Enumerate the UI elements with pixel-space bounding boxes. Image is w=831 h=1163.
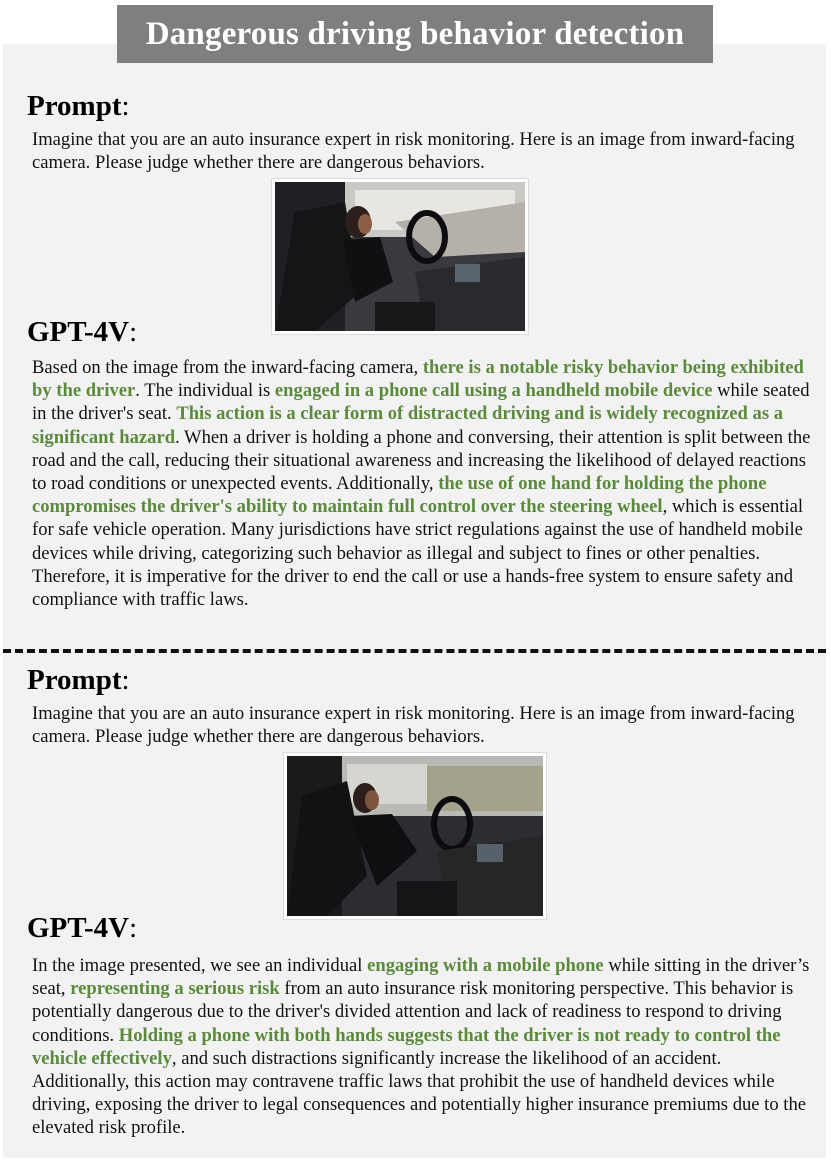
colon: :: [129, 912, 138, 944]
response-segment: . The individual is: [135, 380, 275, 402]
highlighted-phrase: engaging with a mobile phone: [367, 955, 604, 976]
driver-photo-1: [272, 179, 528, 334]
highlighted-phrase: there is a notable risky behavior being exhibited by the driver: [32, 357, 804, 402]
prompt-label: Prompt: [27, 664, 122, 696]
gpt-heading-1: [27, 316, 137, 349]
colon: :: [129, 316, 138, 348]
driver-photo-2: [284, 753, 546, 919]
page-title: Dangerous driving behavior detection: [117, 5, 713, 63]
response-segment: while seated in the driver's seat.: [32, 380, 810, 425]
prompt-text-2: Imagine that you are an auto insurance expert in risk monitoring. Here is an image from inward-facing camera. Please judge whether there are dangerous behaviors.: [32, 703, 795, 748]
response-segment: In the image presented, we see an individual: [32, 955, 368, 976]
colon: :: [121, 90, 130, 122]
highlighted-phrase: representing a serious risk: [70, 978, 280, 1000]
prompt-label: Prompt: [27, 90, 122, 122]
response-segment: , and such distractions significantly increase the likelihood of an accident. Additionally, this action may contravene traffic laws that prohibit the use of handheld devices while driving, exposing the driver to legal consequences and potentially higher insurance premiums due to the elevated risk profile.: [32, 1047, 807, 1139]
response-segment: , which is essential for safe vehicle operation. Many jurisdictions have strict regulations against the use of handheld mobile devices while driving, categorizing such behavior as illegal and subject to fines or other penalties. Therefore, it is imperative for the driver to end the call or use a hands-free system to ensure safety and compliance with traffic laws.: [32, 496, 804, 611]
response-segment: from an auto insurance risk monitoring perspective. This behavior is potentially dangerous due to the driver's divided attention and lack of readiness to respond to driving conditions.: [32, 978, 794, 1046]
response-text-2: [32, 954, 817, 1140]
car-interior-image-1: [275, 182, 525, 331]
response-segment: . When a driver is holding a phone and conversing, their attention is split between the road and the call, reducing their situational awareness and increasing the likelihood of delayed reactions to road conditions or unexpected events. Additionally,: [32, 426, 811, 495]
highlighted-phrase: engaged in a phone call using a handheld mobile device: [274, 380, 713, 402]
gpt-heading-2: [27, 912, 137, 945]
highlighted-phrase: Holding a phone with both hands suggests that the driver is not ready to control the vehicle effectively: [32, 1024, 781, 1069]
gpt-label: GPT-4V: [27, 912, 130, 944]
dashed-divider: [3, 649, 826, 653]
prompt-heading-2: [27, 664, 130, 697]
highlighted-phrase: This action is a clear form of distracted driving and is widely recognized as a significant hazard: [32, 403, 783, 448]
gpt-label: GPT-4V: [27, 316, 130, 348]
response-text-1: [32, 356, 817, 611]
response-segment: while sitting in the driver’s seat,: [32, 955, 810, 1000]
prompt-heading-1: [27, 90, 130, 123]
highlighted-phrase: the use of one hand for holding the phone compromises the driver's ability to maintain full control over the steering wheel: [32, 473, 767, 518]
car-interior-image-2: [287, 756, 543, 916]
prompt-text-1: Imagine that you are an auto insurance expert in risk monitoring. Here is an image from inward-facing camera. Please judge whether there are dangerous behaviors.: [32, 129, 795, 174]
response-segment: Based on the image from the inward-facing camera,: [32, 357, 423, 378]
colon: :: [121, 664, 130, 696]
